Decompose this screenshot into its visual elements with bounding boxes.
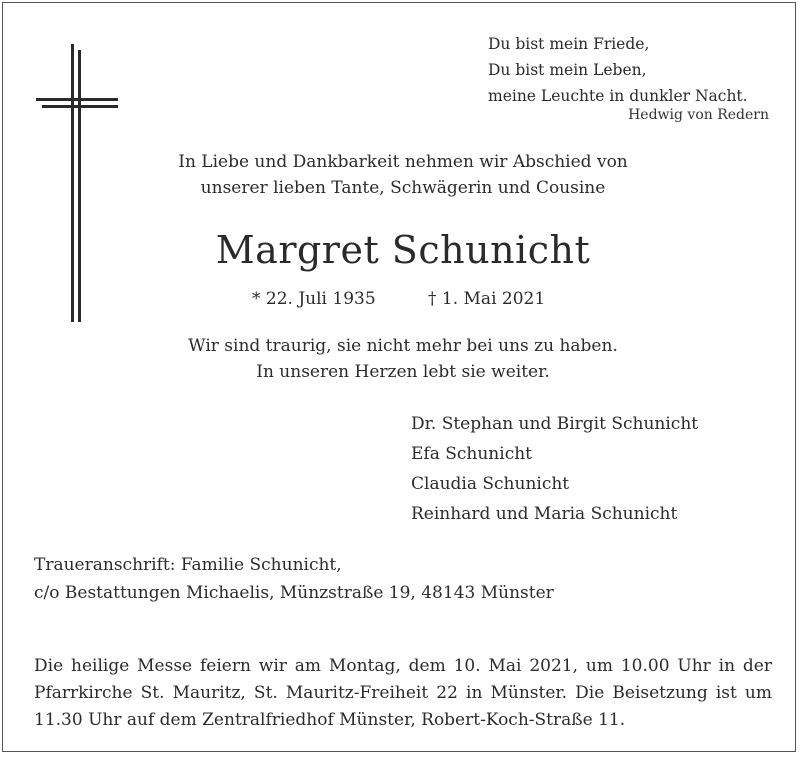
poem-author: Hedwig von Redern	[628, 107, 769, 123]
family-member: Reinhard und Maria Schunicht	[411, 504, 678, 524]
mourning-sentence	[3, 333, 800, 385]
sentence-line: Wir sind traurig, sie nicht mehr bei uns zu haben.	[188, 336, 618, 356]
service-info	[34, 653, 772, 734]
poem-line: Du bist mein Friede,	[488, 35, 650, 53]
service-line: 11.30 Uhr auf dem Zentralfriedhof Münster, Robert-Koch-Straße 11.	[34, 710, 626, 730]
family-member: Dr. Stephan und Birgit Schunicht	[411, 414, 699, 434]
deceased-name: Margret Schunicht	[215, 228, 591, 272]
intro-line: In Liebe und Dankbarkeit nehmen wir Abschied von	[178, 152, 628, 172]
death-date: † 1. Mai 2021	[428, 289, 546, 309]
family-member: Efa Schunicht	[411, 444, 532, 464]
family-list	[411, 409, 698, 529]
mourning-address	[34, 551, 554, 607]
intro-text	[3, 149, 800, 201]
address-line: c/o Bestattungen Michaelis, Münzstraße 19, 48143 Münster	[34, 583, 554, 603]
address-line: Traueranschrift: Familie Schunicht,	[34, 555, 342, 575]
sentence-line: In unseren Herzen lebt sie weiter.	[256, 362, 550, 382]
poem-line: meine Leuchte in dunkler Nacht.	[488, 87, 748, 105]
obituary-notice	[2, 2, 796, 752]
service-line: Die heilige Messe feiern wir am Montag, dem 10. Mai 2021, um 10.00 Uhr in der	[34, 656, 772, 676]
birth-date: * 22. Juli 1935	[252, 289, 376, 309]
intro-line: unserer lieben Tante, Schwägerin und Cousine	[200, 178, 606, 198]
family-member: Claudia Schunicht	[411, 474, 570, 494]
poem-line: Du bist mein Leben,	[488, 61, 647, 79]
service-line: Pfarrkirche St. Mauritz, St. Mauritz-Freiheit 22 in Münster. Die Beisetzung ist um	[34, 683, 772, 703]
poem-quote	[488, 31, 748, 109]
